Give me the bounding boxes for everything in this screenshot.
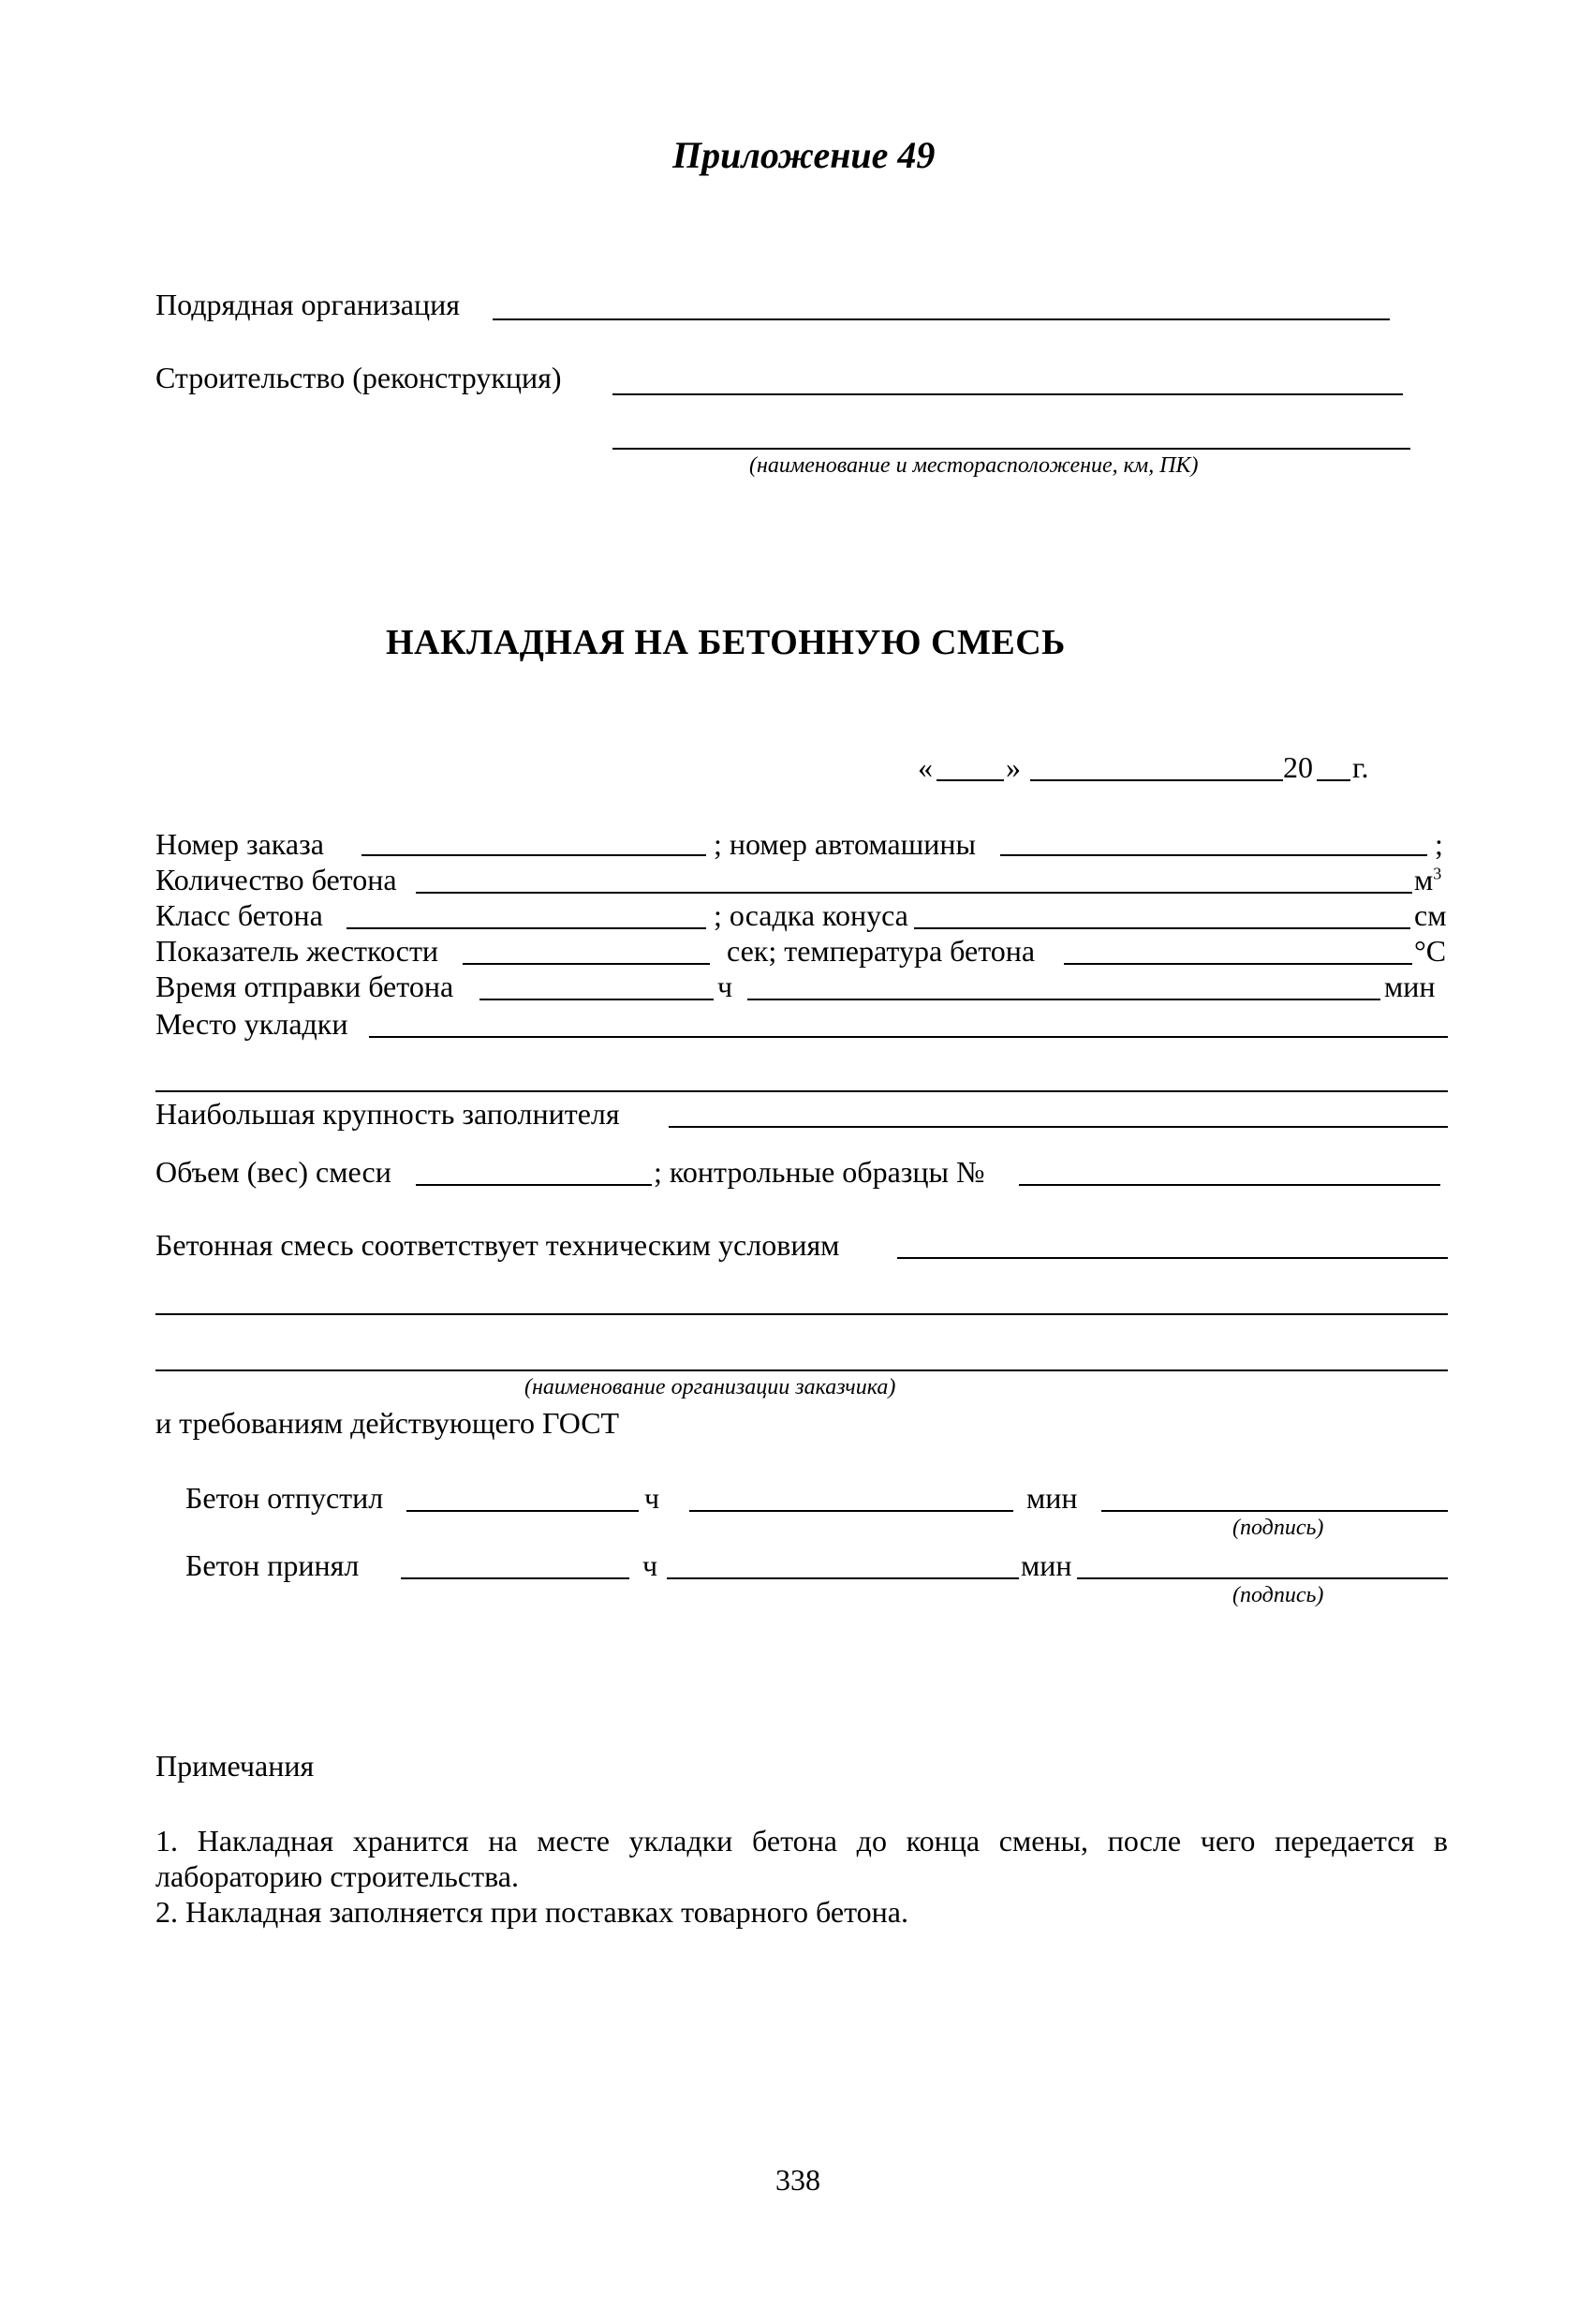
stiffness-label: Показатель жесткости [155,934,439,968]
note-item-1-continued: лабораторию строительства. [155,1859,519,1893]
unit-celsius: °С [1414,934,1447,968]
dispatch-unit-min: мин [1384,970,1436,1003]
construction-caption: (наименование и месторасположение, км, ПК) [749,453,1199,478]
construction-label: Строительство (реконструкция) [155,361,562,394]
truck-number-field[interactable] [1000,854,1427,856]
stiffness-field[interactable] [463,963,710,965]
dispatch-unit-h: ч [717,970,733,1003]
notes-heading: Примечания [155,1749,315,1783]
document-title: НАКЛАДНАЯ НА БЕТОННУЮ СМЕСЬ [386,623,1066,662]
concrete-class-label: Класс бетона [155,898,323,932]
order-number-field[interactable] [361,854,706,856]
placement-field-2[interactable] [155,1090,1448,1092]
accepted-unit-min: мин [1021,1548,1072,1582]
unit-m3: $м^3$ [1414,863,1442,896]
truck-number-label: ; номер автомашины [714,827,976,861]
released-label: Бетон отпустил [185,1481,384,1515]
note-item-2: 2. Накладная заполняется при поставках товарного бетона. [155,1895,908,1929]
released-unit-h: ч [644,1481,660,1515]
customer-caption: (наименование организации заказчика) [524,1375,896,1399]
construction-field[interactable] [612,393,1403,395]
contractor-label: Подрядная организация [155,288,460,321]
samples-label: ; контрольные образцы № [654,1155,985,1189]
released-minutes-field[interactable] [689,1510,1013,1512]
accepted-label: Бетон принял [185,1548,360,1582]
accepted-hours-field[interactable] [401,1577,629,1579]
released-unit-min: мин [1026,1481,1078,1515]
samples-field[interactable] [1019,1184,1440,1186]
volume-field[interactable] [416,1184,652,1186]
accepted-signature-field[interactable] [1077,1577,1448,1579]
slump-label: ; осадка конуса [714,898,908,932]
appendix-heading: Приложение 49 [672,134,936,176]
date-year-field[interactable] [1317,779,1350,781]
aggregate-field[interactable] [669,1126,1448,1128]
released-hours-field[interactable] [406,1510,639,1512]
accepted-unit-h: ч [642,1548,658,1582]
contractor-field[interactable] [493,318,1390,320]
dispatch-minutes-field[interactable] [747,999,1380,1000]
volume-label: Объем (вес) смеси [155,1155,391,1189]
order-number-label: Номер заказа [155,827,324,861]
date-close-quote: » [1006,750,1021,784]
note-item-1: 1. Накладная хранится на месте укладки бетона до конца смены, после чего передается в [155,1824,1448,1858]
concrete-class-field[interactable] [347,927,706,929]
slump-field[interactable] [914,927,1410,929]
compliance-field[interactable] [897,1257,1448,1259]
dispatch-time-label: Время отправки бетона [155,970,454,1003]
page-number: 338 [775,2163,820,2197]
released-signature-field[interactable] [1101,1510,1448,1512]
date-year-suffix: г. [1352,750,1369,784]
unit-cm: см [1414,898,1447,932]
date-year-prefix: 20 [1283,750,1313,784]
customer-field[interactable] [155,1369,1448,1371]
compliance-field-2[interactable] [155,1313,1448,1315]
placement-field[interactable] [369,1036,1448,1038]
dispatch-hours-field[interactable] [479,999,714,1000]
temperature-field[interactable] [1064,963,1412,965]
date-open-quote: « [918,750,933,784]
compliance-label: Бетонная смесь соответствует техническим условиям [155,1228,840,1262]
gost-label: и требованиям действующего ГОСТ [155,1406,620,1440]
sec-temperature-label: сек; температура бетона [727,934,1036,968]
accepted-sign-caption: (подпись) [1232,1583,1324,1607]
row-semicolon: ; [1435,827,1443,861]
construction-field-2[interactable] [612,448,1410,450]
aggregate-label: Наибольшая крупность заполнителя [155,1097,620,1131]
concrete-amount-label: Количество бетона [155,863,397,896]
released-sign-caption: (подпись) [1232,1516,1324,1540]
accepted-minutes-field[interactable] [667,1577,1019,1579]
date-month-field[interactable] [1030,779,1283,781]
date-day-field[interactable] [937,779,1004,781]
placement-label: Место укладки [155,1007,348,1041]
concrete-amount-field[interactable] [416,892,1412,894]
